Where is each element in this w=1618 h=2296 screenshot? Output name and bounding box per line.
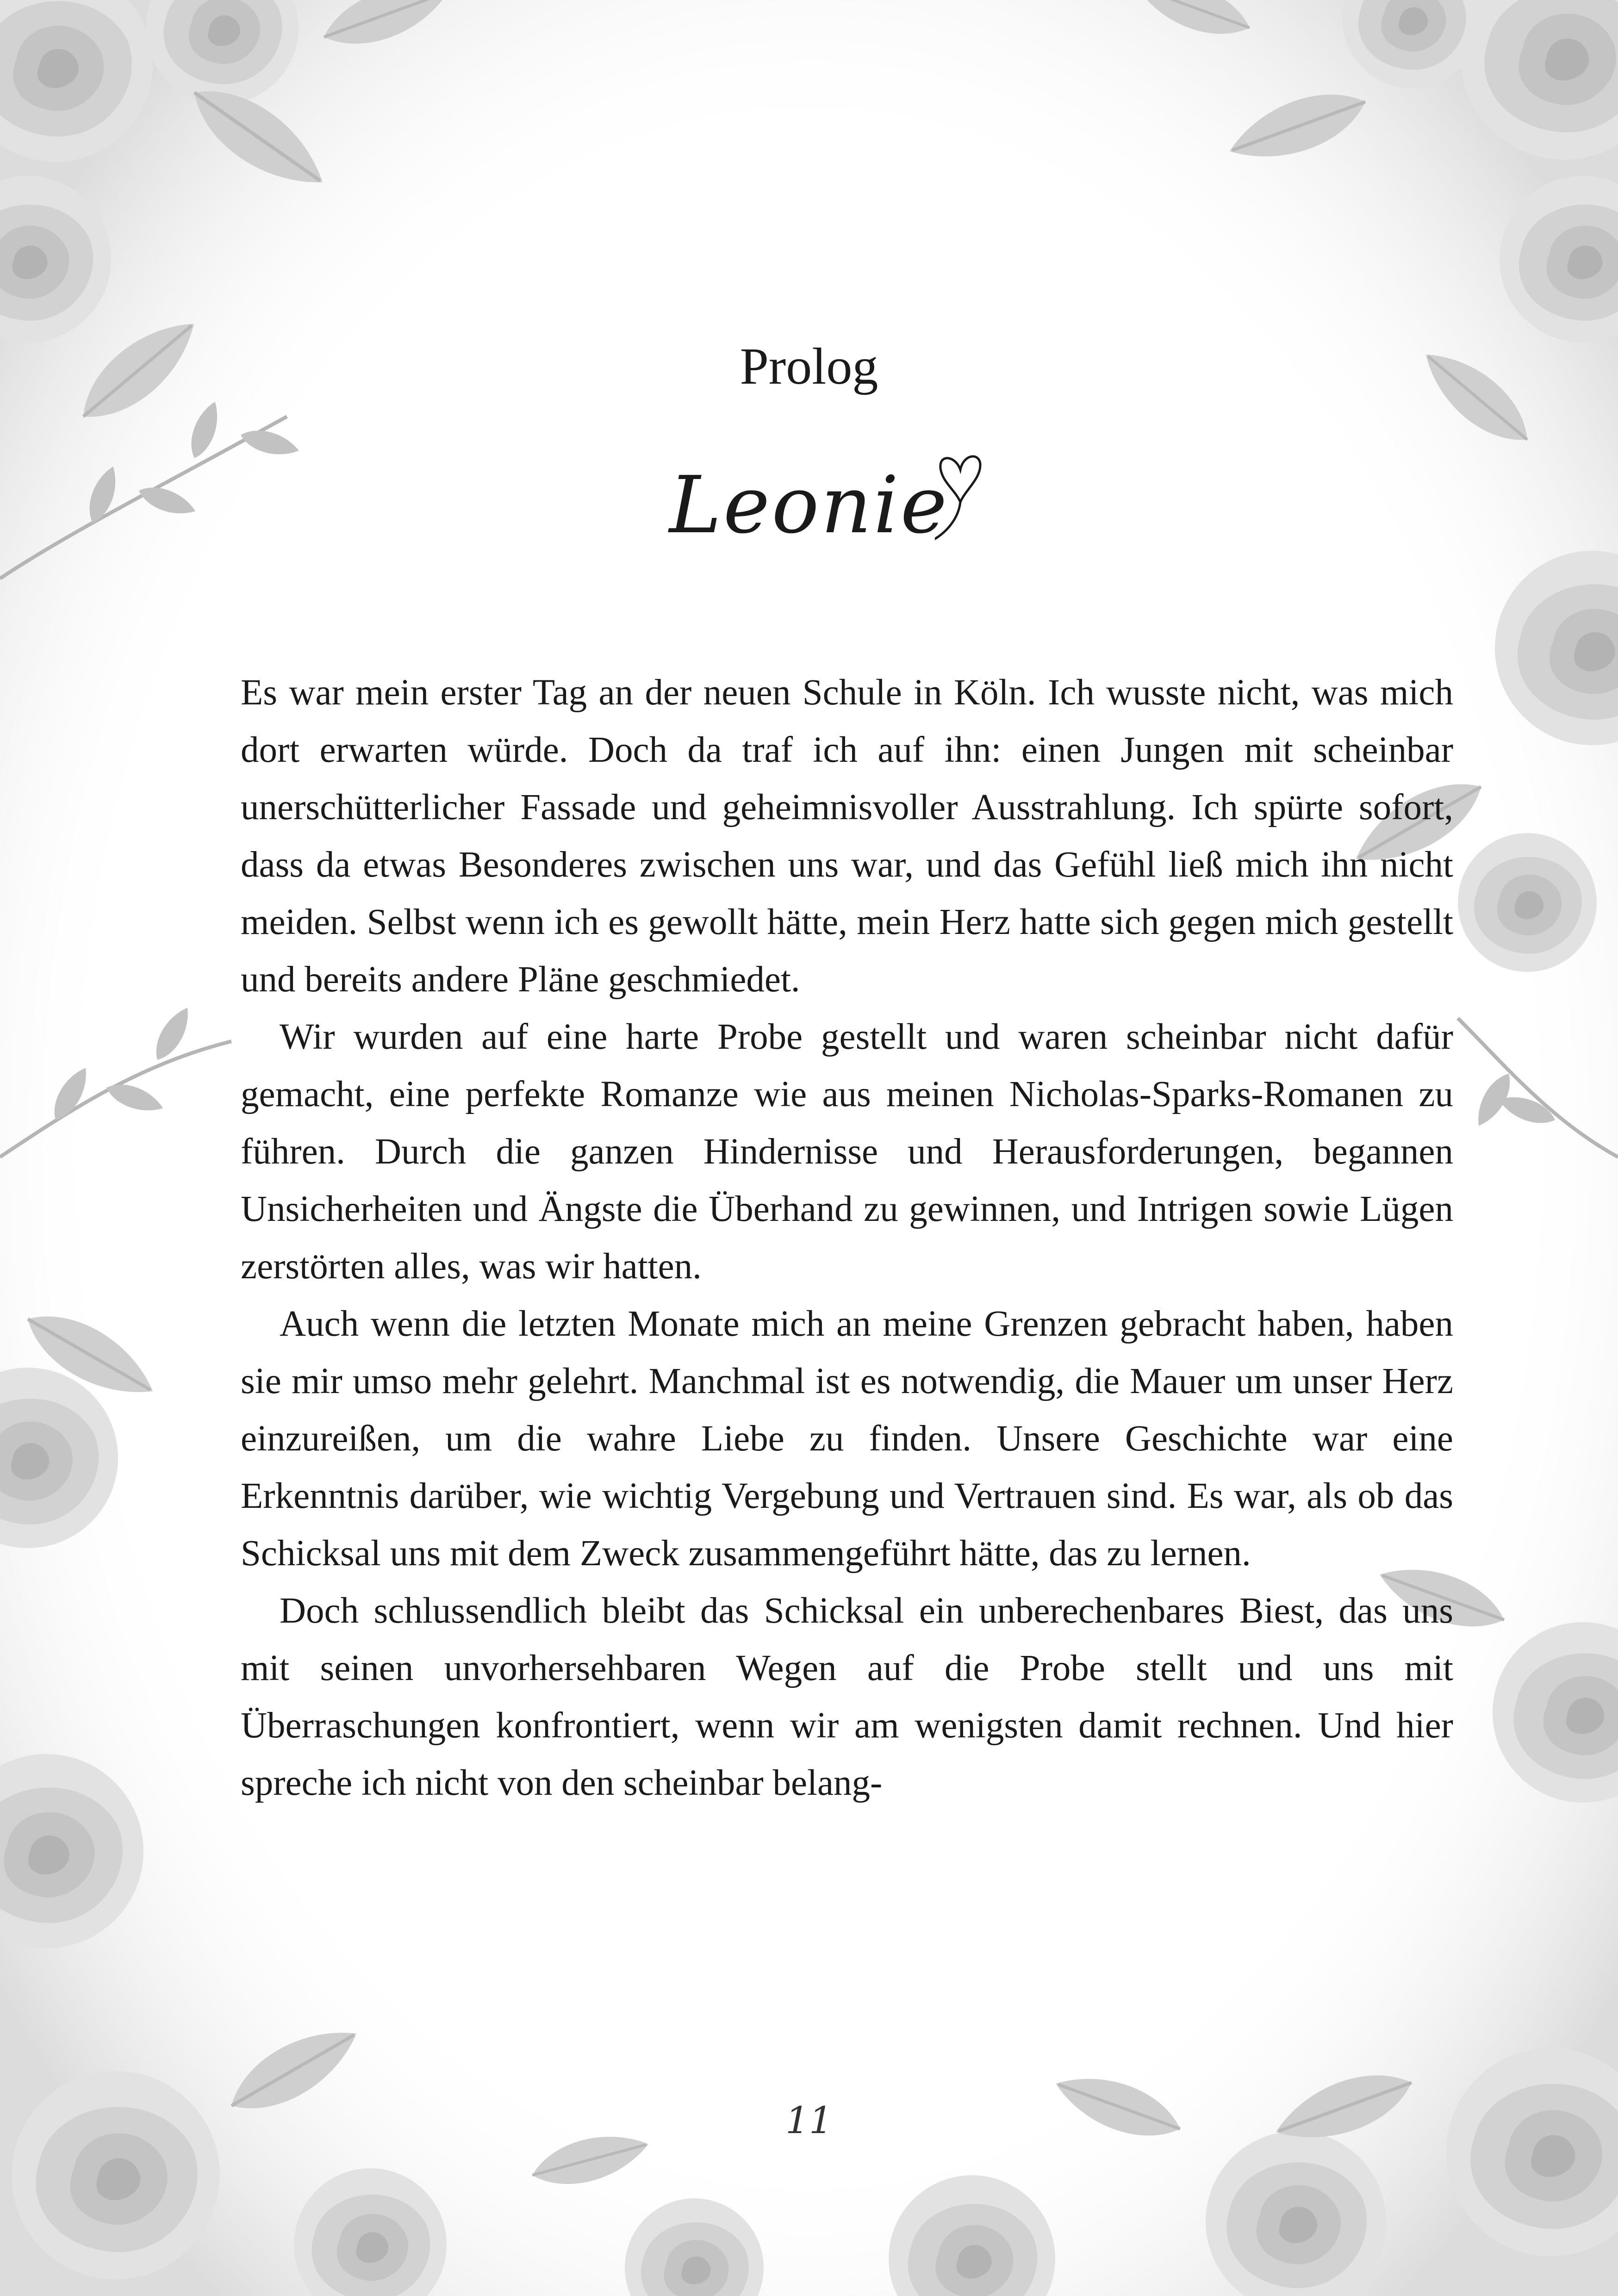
paragraph: Doch schlussendlich bleibt das Schicksal ein unberechenbares Biest, das uns mit seinen unvorhersehbaren Wegen auf die Probe stellt und uns mit Überraschungen konfrontiert, wenn wir am wenigsten damit rechnen. Und hier spreche ich nicht von den scheinbar belang- bbox=[241, 1591, 1453, 1803]
chapter-title: Prolog bbox=[740, 338, 878, 395]
paragraph: Wir wurden auf eine harte Probe gestellt und waren scheinbar nicht dafür gemacht, eine perfekte Romanze wie aus meinen Nicholas-Sparks-Romanen zu führen. Durch die ganzen Hindernisse und Herausforderungen, begannen Unsicherheiten und Ängste die Überhand zu gewinnen, und Intrigen sowie Lügen zerstörten alles, was wir hatten. bbox=[241, 1017, 1453, 1287]
heart-flourish-icon bbox=[935, 442, 986, 548]
pov-character-name: Leonie bbox=[669, 460, 949, 551]
paragraph: Auch wenn die letzten Monate mich an meine Grenzen gebracht haben, haben sie mir umso mehr gelehrt. Manchmal ist es notwendig, die Mauer um unser Herz einzureißen, um die wahre Liebe zu finden. Unsere Geschichte war eine Erkenntnis darüber, wie wichtig Vergebung und Vertrauen sind. Es war, als ob das Schicksal uns mit dem Zweck zusammengeführt hätte, das zu lernen. bbox=[241, 1304, 1453, 1574]
page-number: 11 bbox=[785, 2099, 833, 2142]
prologue-body bbox=[241, 664, 1453, 1812]
paragraph: Es war mein erster Tag an der neuen Schule in Köln. Ich wusste nicht, was mich dort erwarten würde. Doch da traf ich auf ihn: einen Jungen mit scheinbar unerschütterlicher Fassade und geheimnisvoller Ausstrahlung. Ich spürte sofort, dass da etwas Besonderes zwischen uns war, und das Gefühl ließ mich ihn nicht meiden. Selbst wenn ich es gewollt hätte, mein Herz hatte sich gegen mich gestellt und bereits andere Pläne geschmiedet. bbox=[241, 672, 1453, 1000]
